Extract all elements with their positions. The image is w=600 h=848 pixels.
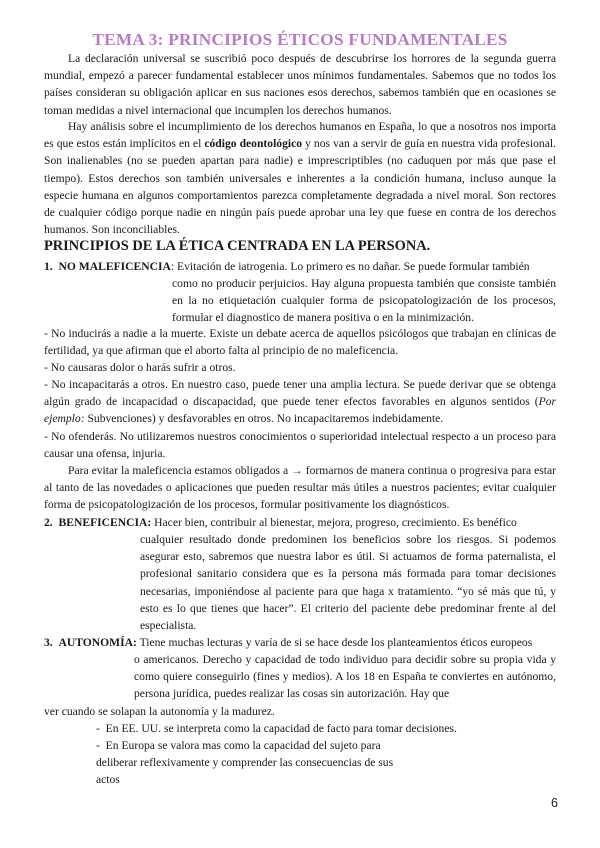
bullet-item: - No inducirás a nadie a la muerte. Existe un debate acerca de aquellos psicólogos que trabajan en clínicas de fertilidad, ya que afirman que el aborto falta al principio de no maleficencia. — [44, 327, 556, 358]
principle-label: NO MALEFICENCIA — [58, 260, 171, 273]
principle-label: AUTONOMÍA: — [58, 636, 137, 649]
principle-heading: 2. BENEFICENCIA: Hacer bien, contribuir al bienestar, mejora, progreso, crecimiento. Es benéfico — [44, 516, 517, 529]
page-title: TEMA 3: PRINCIPIOS ÉTICOS FUNDAMENTALES — [92, 30, 508, 49]
principle-heading: 1. NO MALEFICENCIA: Evitación de iatrogenia. Lo primero es no dañar. Se puede formular también — [44, 260, 530, 273]
section-heading: PRINCIPIOS DE LA ÉTICA CENTRADA EN LA PERSONA. — [44, 238, 431, 254]
principle-description: como no producir perjuicios. Hay alguna propuesta también que consiste también en la no etiquetación cualquier forma de psicopatologización de los procesos, formular el diagnostico de manera positiva o en la minimización. — [172, 277, 556, 325]
bullet-item: - No ofenderás. No utilizaremos nuestros conocimientos o superioridad intelectual respecto a un proceso para causar una ofensa, injuria. — [44, 430, 556, 461]
bullet-item: - No incapacitarás a otros. En nuestro caso, puede tener una amplia lectura. Se puede derivar que se obtenga algún grado de incapacidad o discapacidad, que puede tener efectos favorables en algunos sentidos (Por ejemplo: Subvenciones) y desfavorables en otros. No incapacitaremos indebidamente. — [44, 378, 556, 426]
autonomia-continuation: ver cuando se solapan la autonomía y la madurez. — [44, 705, 275, 718]
principle-heading: 3. AUTONOMÍA: Tiene muchas lecturas y varía de si se hace desde los planteamientos éticos europeos — [44, 636, 533, 649]
principle-description: cualquier resultado donde predominen los beneficios sobre los riesgos. Si podemos asegurar esto, sabremos que nuestra labor es útil. Si actuamos de forma paternalista, el profesional sanitario considera que es la persona más formada para tomar decisiones necesarias, imponiéndose al paciente para que haga x tratamiento. “yo sé más que tú, y esto es lo que tienes que hacer”. El criterio del paciente debe predominar frente al del especialista. — [140, 533, 556, 633]
principle-description: o americanos. Derecho y capacidad de todo individuo para decidir sobre su propia vida y como quiere conseguirlo (fines y medios). A los 18 en España te conviertes en autónomo, persona jurídica, puedes realizar las cosas sin autorización. Hay que — [134, 653, 556, 701]
maleficencia-closing: Para evitar la maleficencia estamos obligados a → formarnos de manera continua o progresiva para estar al tanto de las novedades o aplicaciones que pueden resultar más útiles a nuestros pacientes; evitar cualquier forma de psicopatologización de los procesos, formular positivamente los diagnósticos. — [44, 464, 556, 512]
principle-label: BENEFICENCIA: — [58, 516, 152, 529]
intro-paragraph-2: Hay análisis sobre el incumplimiento de los derechos humanos en España, lo que a nosotros nos importa es que estos están implícitos en el código deontológico y nos van a servir de guía en nuestra vida profesional. Son inalienables (no se pueden apartan para nadie) e imprescriptibles (no caduquen por más que pase el tiempo). Estos derechos son también universales e inherentes a la condición humana, incluso aunque la especie humana en algunos comportamientos parezca completamente degradada a nivel moral. Son rectores de cualquier código porque nadie en ningún país puede aprobar una ley que fuese en contra de los derechos humanos. Son inconciliables. — [44, 120, 556, 237]
bullet-item: - En Europa se valora mas como la capacidad del sujeto para deliberar reflexivamente y comprender las consecuencias de sus actos — [96, 739, 394, 787]
page-number: 6 — [551, 796, 558, 810]
bullet-item: - No causaras dolor o harás sufrir a otros. — [44, 361, 236, 374]
bold-term: código deontológico — [204, 137, 303, 151]
bullet-item: - En EE. UU. se interpreta como la capacidad de facto para tomar decisiones. — [96, 722, 457, 735]
intro-paragraph-1: La declaración universal se suscribió poco después de descubrirse los horrores de la segunda guerra mundial, empezó a parecer fundamental establecer unos mínimos fundamentales. Sabemos que no todos los países consideran su obligación aplicar en sus naciones esos derechos, sabemos también que en ocasiones se toman medidas a nivel internacional que incumplen los derechos humanos. — [44, 52, 556, 117]
